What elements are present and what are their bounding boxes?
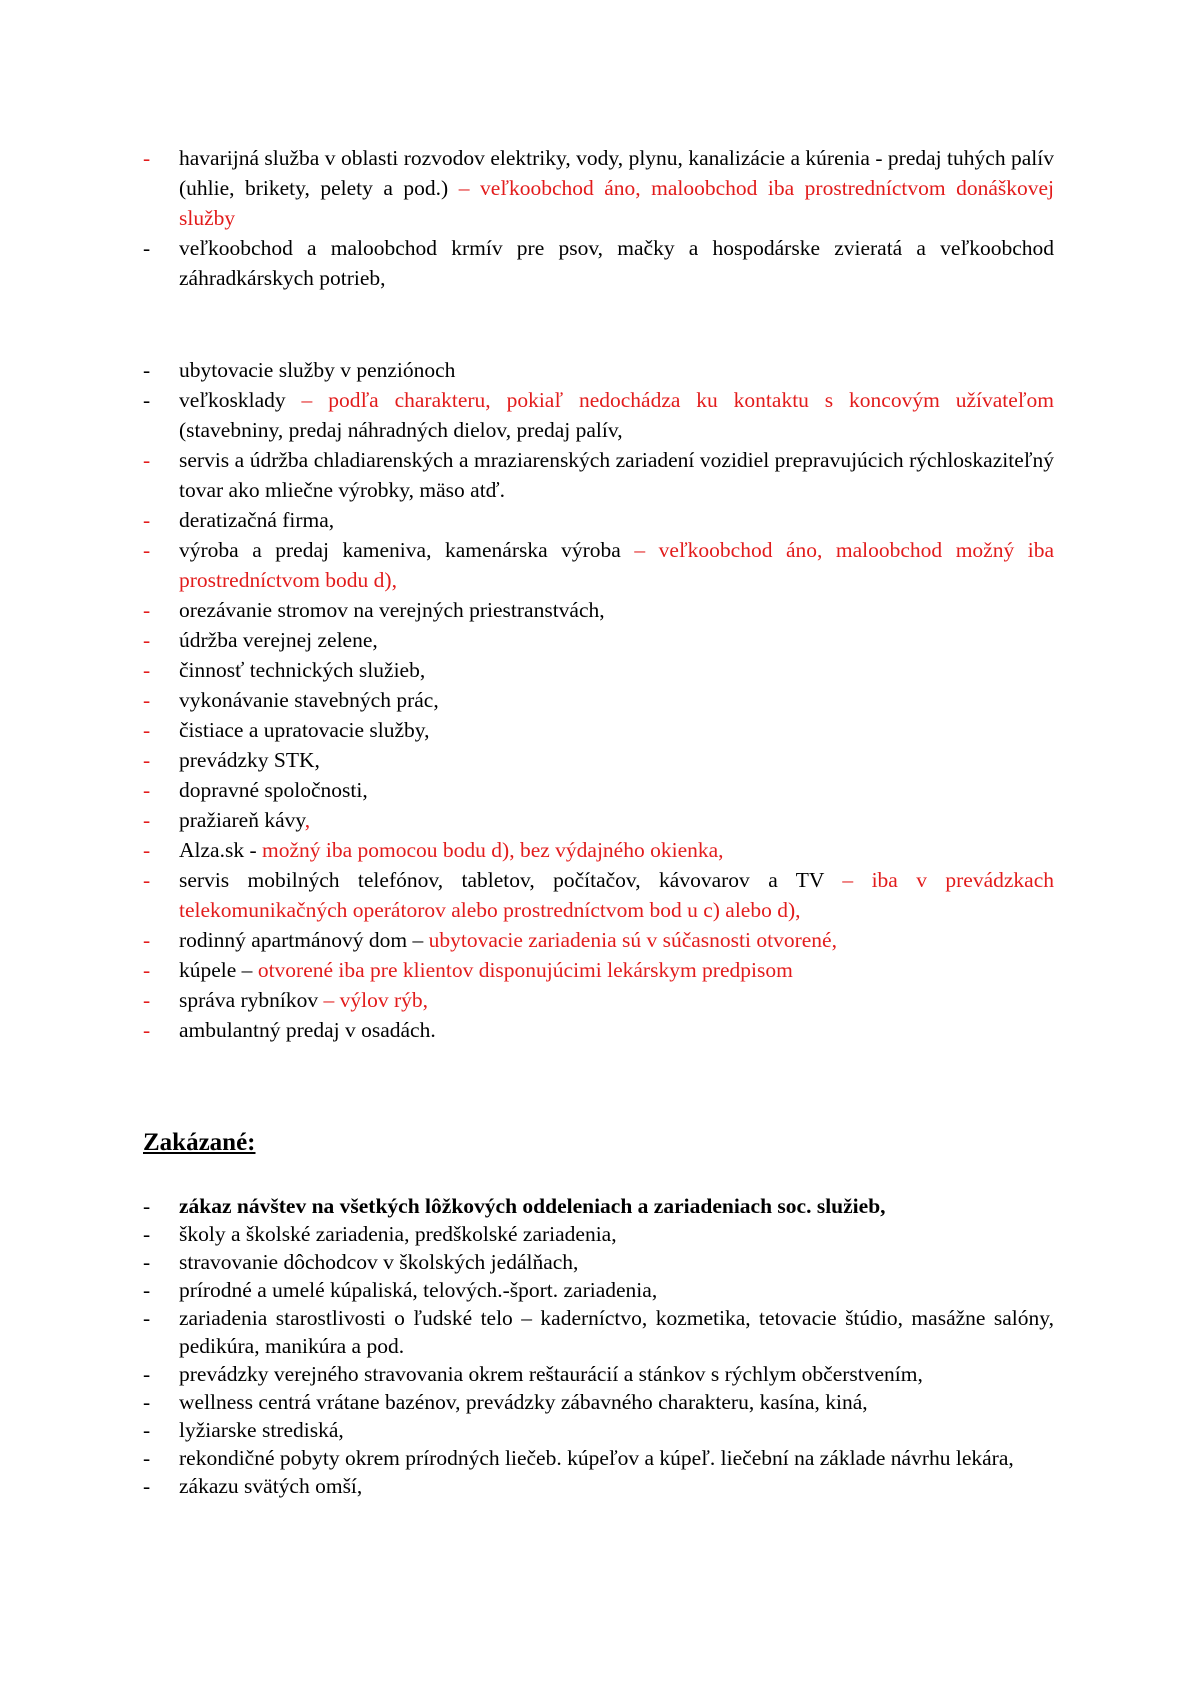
list-dash: - (143, 1362, 151, 1386)
item-text: vykonávanie stavebných prác, (179, 688, 439, 712)
item-text: wellness centrá vrátane bazénov, prevádzky zábavného charakteru, kasína, kiná, (179, 1390, 868, 1414)
list-item (143, 505, 1054, 535)
list-dash: - (143, 928, 151, 952)
list-dash: - (143, 1194, 151, 1218)
list-item (143, 835, 1054, 865)
list-item (143, 1416, 1054, 1444)
list-dash: - (143, 628, 151, 652)
list-item (143, 445, 1054, 505)
list-item (143, 955, 1054, 985)
item-text: rekondičné pobyty okrem prírodných liečeb. kúpeľov a kúpeľ. liečební na základe návrhu lekára, (179, 1446, 1014, 1470)
list-item (143, 355, 1054, 385)
list-item (143, 1360, 1054, 1388)
list-dash: - (143, 598, 151, 622)
list-item (143, 715, 1054, 745)
item-note: – veľkoobchod áno, maloobchod iba prostredníctvom donáškovej služby (179, 176, 1054, 230)
item-text: správa rybníkov (179, 988, 324, 1012)
item-text: ubytovacie služby v penziónoch (179, 358, 456, 382)
item-text-bold-end: užieb, (831, 1194, 886, 1218)
item-text-after: (stavebniny, predaj náhradných dielov, predaj palív, (179, 418, 623, 442)
item-note: otvorené iba pre klientov disponujúcimi lekárskym predpisom (257, 958, 793, 982)
item-note: – veľkoobchod áno, maloobchod možný iba prostredníctvom bodu d), (179, 538, 1054, 592)
list-item (143, 1276, 1054, 1304)
item-text: deratizačná firma, (179, 508, 335, 532)
item-text: havarijná služba v oblasti rozvodov elektriky, vody, plynu, kanalizácie a kúrenia - predaj tuhých palív (uhlie, brikety, pelety a pod.) (179, 146, 1054, 200)
list-item (143, 655, 1054, 685)
list-dash: - (143, 1390, 151, 1414)
list-item (143, 1192, 1054, 1220)
list-item (143, 1304, 1054, 1360)
list-dash: - (143, 718, 151, 742)
item-text: veľkoobchod a maloobchod krmív pre psov, mačky a hospodárske zvieratá a veľkoobchod záhradkárskych potrieb, (179, 236, 1054, 290)
list-item (143, 775, 1054, 805)
item-note: možný iba pomocou bodu d), bez výdajného okienka, (262, 838, 724, 862)
list-item (143, 925, 1054, 955)
list-item (143, 595, 1054, 625)
item-text: prevádzky STK, (179, 748, 320, 772)
list-dash: - (143, 958, 151, 982)
item-text: zariadenia starostlivosti o ľudské telo – kaderníctvo, kozmetika, tetovacie štúdio, masážne salóny, pedikúra, manikúra a pod. (179, 1306, 1054, 1358)
list-item (143, 1015, 1054, 1045)
allowed-list-part-2 (143, 355, 1054, 1045)
list-item (143, 685, 1054, 715)
item-text: Alza.sk - (179, 838, 262, 862)
list-dash: - (143, 146, 151, 170)
list-item (143, 233, 1054, 293)
list-dash: - (143, 1474, 151, 1498)
list-dash: - (143, 1018, 151, 1042)
list-dash: - (143, 508, 151, 532)
list-item (143, 143, 1054, 233)
item-text: výroba a predaj kameniva, kamenárska výroba (179, 538, 621, 562)
list-item (143, 1248, 1054, 1276)
list-dash: - (143, 1250, 151, 1274)
item-text: zákazu svätých omší, (179, 1474, 363, 1498)
item-text: čistiace a upratovacie služby, (179, 718, 430, 742)
prohibited-list (143, 1192, 1054, 1500)
item-text: ambulantný predaj v osadách. (179, 1018, 436, 1042)
list-dash: - (143, 1278, 151, 1302)
list-dash: - (143, 1418, 151, 1442)
item-note: ubytovacie zariadenia sú v súčasnosti otvorené, (428, 928, 837, 952)
list-dash: - (143, 1306, 151, 1330)
list-item (143, 385, 1054, 445)
item-text: servis a údržba chladiarenských a mraziarenských zariadení vozidiel prepravujúcich rýchloskaziteľný tovar ako mliečne výrobky, mäso atď. (179, 448, 1054, 502)
item-text: stravovanie dôchodcov v školských jedálňach, (179, 1250, 579, 1274)
list-dash: - (143, 838, 151, 862)
item-text: pražiareň kávy (179, 808, 305, 832)
list-item (143, 1388, 1054, 1416)
list-dash: - (143, 1446, 151, 1470)
item-note: , (304, 808, 311, 832)
list-dash: - (143, 658, 151, 682)
list-dash: - (143, 388, 151, 412)
list-item (143, 1472, 1054, 1500)
list-item (143, 745, 1054, 775)
item-note: – výlov rýb, (323, 988, 429, 1012)
list-dash: - (143, 868, 151, 892)
list-dash: - (143, 778, 151, 802)
list-item (143, 805, 1054, 835)
item-text: činnosť technických služieb, (179, 658, 426, 682)
list-dash: - (143, 358, 151, 382)
section-heading-prohibited: Zakázané: (143, 1129, 256, 1156)
allowed-list-part-1 (143, 143, 1054, 293)
list-item (143, 865, 1054, 925)
list-item (143, 1220, 1054, 1248)
list-dash: - (143, 748, 151, 772)
item-text: servis mobilných telefónov, tabletov, počítačov, kávovarov a TV (179, 868, 825, 892)
list-dash: - (143, 688, 151, 712)
item-text: údržba verejnej zelene, (179, 628, 378, 652)
item-text-bold: zákaz návštev na všetkých lôžkových oddeleniach a zariadeniach soc. sl (179, 1194, 832, 1218)
list-dash: - (143, 988, 151, 1012)
list-item (143, 985, 1054, 1015)
item-text: veľkosklady (179, 388, 286, 412)
list-dash: - (143, 808, 151, 832)
item-text: prírodné a umelé kúpaliská, telových.-šport. zariadenia, (179, 1278, 658, 1302)
item-text: orezávanie stromov na verejných priestranstvách, (179, 598, 605, 622)
item-text: kúpele – (179, 958, 258, 982)
item-text: dopravné spoločnosti, (179, 778, 368, 802)
list-dash: - (143, 448, 151, 472)
list-dash: - (143, 236, 151, 260)
item-text: lyžiarske strediská, (179, 1418, 344, 1442)
list-dash: - (143, 1222, 151, 1246)
item-text: rodinný apartmánový dom – (179, 928, 429, 952)
item-text: prevádzky verejného stravovania okrem reštaurácií a stánkov s rýchlym občerstvením, (179, 1362, 923, 1386)
item-note: – podľa charakteru, pokiaľ nedochádza ku kontaktu s koncovým užívateľom (285, 388, 1054, 412)
list-item (143, 625, 1054, 655)
list-dash: - (143, 538, 151, 562)
list-item (143, 1444, 1054, 1472)
item-note: – iba v prevádzkach telekomunikačných operátorov alebo prostredníctvom bod u c) alebo d), (179, 868, 1055, 922)
item-text: školy a školské zariadenia, predškolské zariadenia, (179, 1222, 617, 1246)
list-item (143, 535, 1054, 595)
